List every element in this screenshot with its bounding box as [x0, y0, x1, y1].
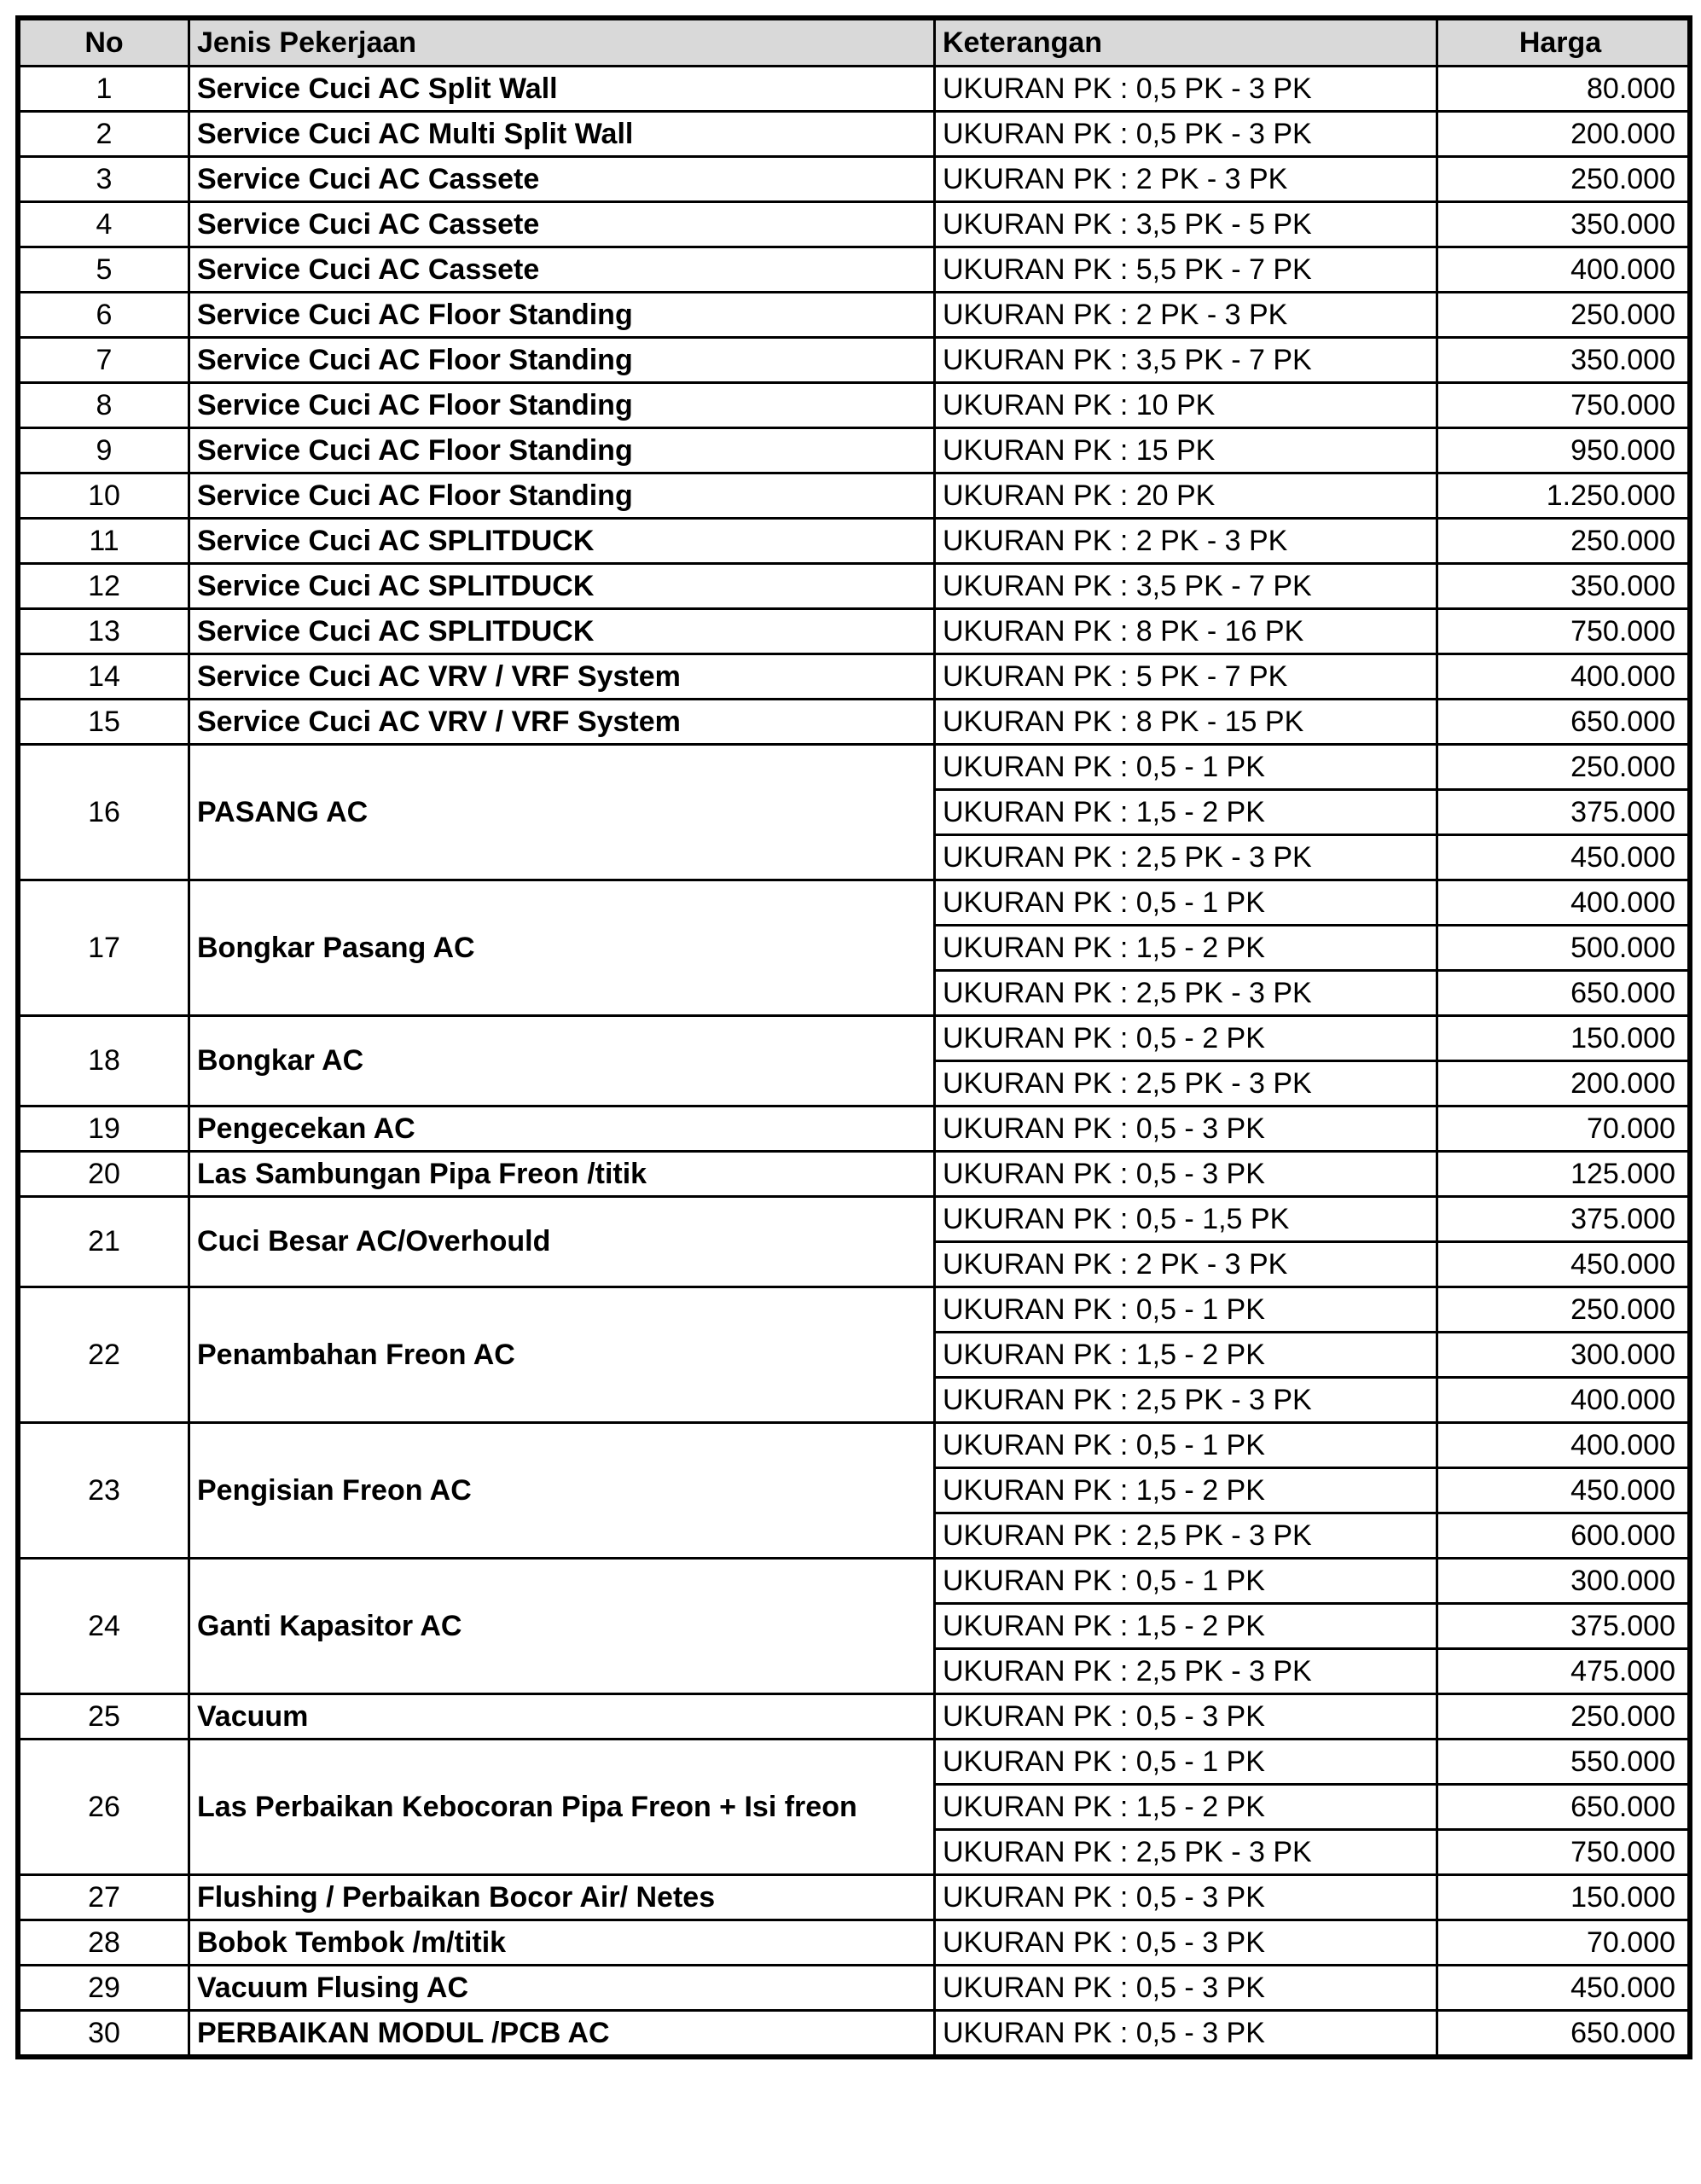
job-type: PERBAIKAN MODUL /PCB AC [189, 2011, 935, 2058]
description: UKURAN PK : 2,5 PK - 3 PK [935, 1830, 1437, 1875]
job-type: Service Cuci AC Floor Standing [189, 428, 935, 473]
description: UKURAN PK : 0,5 - 3 PK [935, 2011, 1437, 2058]
job-type: Service Cuci AC Cassete [189, 202, 935, 247]
row-number: 6 [18, 293, 189, 338]
description: UKURAN PK : 0,5 - 3 PK [935, 1920, 1437, 1966]
description: UKURAN PK : 8 PK - 16 PK [935, 609, 1437, 654]
job-type: Service Cuci AC Floor Standing [189, 473, 935, 519]
job-type: Service Cuci AC SPLITDUCK [189, 609, 935, 654]
table-body [18, 67, 1690, 2058]
row-number: 28 [18, 1920, 189, 1966]
price: 650.000 [1437, 971, 1691, 1016]
price: 375.000 [1437, 1197, 1691, 1242]
row-number: 23 [18, 1423, 189, 1559]
description: UKURAN PK : 0,5 - 3 PK [935, 1107, 1437, 1152]
row-number: 16 [18, 745, 189, 880]
description: UKURAN PK : 2 PK - 3 PK [935, 519, 1437, 564]
job-type: Service Cuci AC Split Wall [189, 67, 935, 112]
price: 400.000 [1437, 880, 1691, 926]
job-type: Service Cuci AC Cassete [189, 247, 935, 293]
row-number: 1 [18, 67, 189, 112]
job-type: Service Cuci AC Floor Standing [189, 293, 935, 338]
table-row [18, 880, 1690, 926]
price: 750.000 [1437, 383, 1691, 428]
table-row [18, 383, 1690, 428]
price: 400.000 [1437, 1378, 1691, 1423]
description: UKURAN PK : 0,5 - 3 PK [935, 1966, 1437, 2011]
description: UKURAN PK : 5,5 PK - 7 PK [935, 247, 1437, 293]
table-row [18, 1966, 1690, 2011]
row-number: 15 [18, 700, 189, 745]
row-number: 3 [18, 157, 189, 202]
row-number: 14 [18, 654, 189, 700]
price: 250.000 [1437, 157, 1691, 202]
description: UKURAN PK : 2,5 PK - 3 PK [935, 1378, 1437, 1423]
table-row [18, 1920, 1690, 1966]
price: 400.000 [1437, 247, 1691, 293]
job-type: Service Cuci AC Floor Standing [189, 338, 935, 383]
table-row [18, 1107, 1690, 1152]
price: 150.000 [1437, 1875, 1691, 1920]
price-list-table [15, 15, 1692, 2059]
description: UKURAN PK : 0,5 - 1 PK [935, 880, 1437, 926]
price: 350.000 [1437, 338, 1691, 383]
description: UKURAN PK : 1,5 - 2 PK [935, 926, 1437, 971]
row-number: 4 [18, 202, 189, 247]
description: UKURAN PK : 0,5 - 1,5 PK [935, 1197, 1437, 1242]
description: UKURAN PK : 0,5 PK - 3 PK [935, 112, 1437, 157]
description: UKURAN PK : 5 PK - 7 PK [935, 654, 1437, 700]
price: 450.000 [1437, 1242, 1691, 1287]
price: 125.000 [1437, 1152, 1691, 1197]
description: UKURAN PK : 2,5 PK - 3 PK [935, 1649, 1437, 1694]
description: UKURAN PK : 0,5 - 1 PK [935, 1287, 1437, 1333]
row-number: 5 [18, 247, 189, 293]
price: 200.000 [1437, 112, 1691, 157]
table-row [18, 654, 1690, 700]
price: 400.000 [1437, 1423, 1691, 1468]
table-row [18, 473, 1690, 519]
table-row [18, 202, 1690, 247]
price: 450.000 [1437, 1468, 1691, 1513]
description: UKURAN PK : 2 PK - 3 PK [935, 157, 1437, 202]
table-row [18, 157, 1690, 202]
job-type: Service Cuci AC Multi Split Wall [189, 112, 935, 157]
table-row [18, 1740, 1690, 1785]
header-description: Keterangan [935, 18, 1437, 67]
description: UKURAN PK : 1,5 - 2 PK [935, 1785, 1437, 1830]
price: 450.000 [1437, 835, 1691, 880]
job-type: Service Cuci AC Floor Standing [189, 383, 935, 428]
table-row [18, 247, 1690, 293]
job-type: Bongkar AC [189, 1016, 935, 1107]
table-row [18, 609, 1690, 654]
description: UKURAN PK : 3,5 PK - 5 PK [935, 202, 1437, 247]
description: UKURAN PK : 1,5 - 2 PK [935, 1468, 1437, 1513]
price: 450.000 [1437, 1966, 1691, 2011]
price: 650.000 [1437, 700, 1691, 745]
description: UKURAN PK : 2,5 PK - 3 PK [935, 971, 1437, 1016]
table-row [18, 700, 1690, 745]
table-row [18, 338, 1690, 383]
price: 80.000 [1437, 67, 1691, 112]
row-number: 21 [18, 1197, 189, 1287]
table-row [18, 67, 1690, 112]
price: 950.000 [1437, 428, 1691, 473]
table-row [18, 293, 1690, 338]
description: UKURAN PK : 2 PK - 3 PK [935, 293, 1437, 338]
table-row [18, 1559, 1690, 1604]
table-row [18, 1423, 1690, 1468]
job-type: Vacuum [189, 1694, 935, 1740]
job-type: PASANG AC [189, 745, 935, 880]
row-number: 27 [18, 1875, 189, 1920]
price: 650.000 [1437, 1785, 1691, 1830]
price: 250.000 [1437, 1287, 1691, 1333]
table-row [18, 1152, 1690, 1197]
description: UKURAN PK : 0,5 PK - 3 PK [935, 67, 1437, 112]
description: UKURAN PK : 0,5 - 3 PK [935, 1875, 1437, 1920]
job-type: Ganti Kapasitor AC [189, 1559, 935, 1694]
row-number: 7 [18, 338, 189, 383]
job-type: Bobok Tembok /m/titik [189, 1920, 935, 1966]
price: 250.000 [1437, 519, 1691, 564]
price: 750.000 [1437, 1830, 1691, 1875]
table-row [18, 1694, 1690, 1740]
description: UKURAN PK : 1,5 - 2 PK [935, 790, 1437, 835]
price: 475.000 [1437, 1649, 1691, 1694]
description: UKURAN PK : 0,5 - 1 PK [935, 1423, 1437, 1468]
description: UKURAN PK : 10 PK [935, 383, 1437, 428]
description: UKURAN PK : 0,5 - 3 PK [935, 1152, 1437, 1197]
table-row [18, 564, 1690, 609]
price: 200.000 [1437, 1061, 1691, 1107]
row-number: 11 [18, 519, 189, 564]
price: 250.000 [1437, 1694, 1691, 1740]
job-type: Penambahan Freon AC [189, 1287, 935, 1423]
description: UKURAN PK : 2 PK - 3 PK [935, 1242, 1437, 1287]
description: UKURAN PK : 2,5 PK - 3 PK [935, 1061, 1437, 1107]
job-type: Service Cuci AC VRV / VRF System [189, 654, 935, 700]
price: 350.000 [1437, 564, 1691, 609]
description: UKURAN PK : 3,5 PK - 7 PK [935, 338, 1437, 383]
table-row [18, 519, 1690, 564]
table-row [18, 1197, 1690, 1242]
row-number: 20 [18, 1152, 189, 1197]
price: 300.000 [1437, 1559, 1691, 1604]
description: UKURAN PK : 8 PK - 15 PK [935, 700, 1437, 745]
description: UKURAN PK : 2,5 PK - 3 PK [935, 835, 1437, 880]
price: 250.000 [1437, 745, 1691, 790]
table-row [18, 1875, 1690, 1920]
row-number: 29 [18, 1966, 189, 2011]
description: UKURAN PK : 20 PK [935, 473, 1437, 519]
row-number: 9 [18, 428, 189, 473]
row-number: 18 [18, 1016, 189, 1107]
row-number: 26 [18, 1740, 189, 1875]
description: UKURAN PK : 0,5 - 1 PK [935, 1559, 1437, 1604]
price: 350.000 [1437, 202, 1691, 247]
description: UKURAN PK : 1,5 - 2 PK [935, 1333, 1437, 1378]
job-type: Service Cuci AC SPLITDUCK [189, 519, 935, 564]
header-row [18, 18, 1690, 67]
job-type: Flushing / Perbaikan Bocor Air/ Netes [189, 1875, 935, 1920]
job-type: Service Cuci AC SPLITDUCK [189, 564, 935, 609]
description: UKURAN PK : 0,5 - 2 PK [935, 1016, 1437, 1061]
job-type: Cuci Besar AC/Overhould [189, 1197, 935, 1287]
price: 70.000 [1437, 1920, 1691, 1966]
header-price: Harga [1437, 18, 1691, 67]
description: UKURAN PK : 2,5 PK - 3 PK [935, 1513, 1437, 1559]
price: 250.000 [1437, 293, 1691, 338]
row-number: 13 [18, 609, 189, 654]
price: 600.000 [1437, 1513, 1691, 1559]
description: UKURAN PK : 1,5 - 2 PK [935, 1604, 1437, 1649]
description: UKURAN PK : 0,5 - 3 PK [935, 1694, 1437, 1740]
table-row [18, 112, 1690, 157]
table-row [18, 745, 1690, 790]
job-type: Bongkar Pasang AC [189, 880, 935, 1016]
table-row [18, 428, 1690, 473]
header-no: No [18, 18, 189, 67]
price: 70.000 [1437, 1107, 1691, 1152]
job-type: Vacuum Flusing AC [189, 1966, 935, 2011]
row-number: 22 [18, 1287, 189, 1423]
price: 300.000 [1437, 1333, 1691, 1378]
description: UKURAN PK : 0,5 - 1 PK [935, 1740, 1437, 1785]
job-type: Las Sambungan Pipa Freon /titik [189, 1152, 935, 1197]
price: 150.000 [1437, 1016, 1691, 1061]
description: UKURAN PK : 0,5 - 1 PK [935, 745, 1437, 790]
row-number: 2 [18, 112, 189, 157]
price: 400.000 [1437, 654, 1691, 700]
row-number: 17 [18, 880, 189, 1016]
price: 500.000 [1437, 926, 1691, 971]
job-type: Service Cuci AC Cassete [189, 157, 935, 202]
row-number: 10 [18, 473, 189, 519]
row-number: 25 [18, 1694, 189, 1740]
table-row [18, 1016, 1690, 1061]
table-row [18, 1287, 1690, 1333]
header-job: Jenis Pekerjaan [189, 18, 935, 67]
price: 750.000 [1437, 609, 1691, 654]
row-number: 19 [18, 1107, 189, 1152]
description: UKURAN PK : 15 PK [935, 428, 1437, 473]
row-number: 24 [18, 1559, 189, 1694]
row-number: 8 [18, 383, 189, 428]
price: 375.000 [1437, 790, 1691, 835]
job-type: Pengisian Freon AC [189, 1423, 935, 1559]
job-type: Las Perbaikan Kebocoran Pipa Freon + Isi freon [189, 1740, 935, 1875]
job-type: Service Cuci AC VRV / VRF System [189, 700, 935, 745]
table-row [18, 2011, 1690, 2058]
price: 1.250.000 [1437, 473, 1691, 519]
price: 375.000 [1437, 1604, 1691, 1649]
row-number: 30 [18, 2011, 189, 2058]
description: UKURAN PK : 3,5 PK - 7 PK [935, 564, 1437, 609]
price: 550.000 [1437, 1740, 1691, 1785]
job-type: Pengecekan AC [189, 1107, 935, 1152]
row-number: 12 [18, 564, 189, 609]
price: 650.000 [1437, 2011, 1691, 2058]
